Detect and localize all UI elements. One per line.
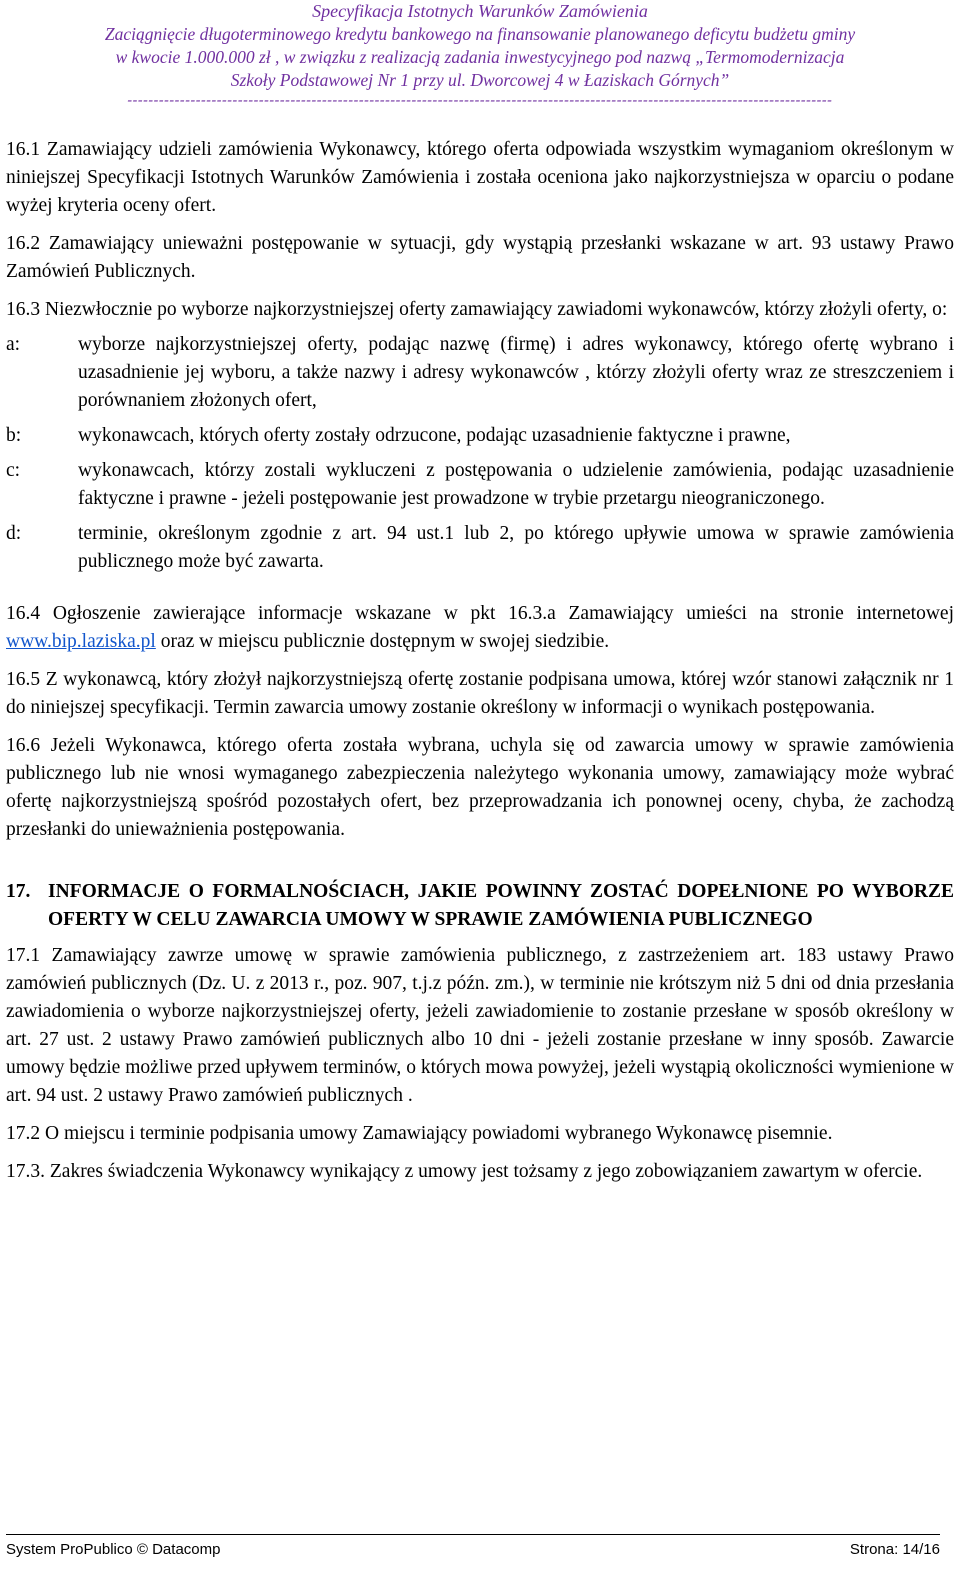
paragraph-16-2: 16.2 Zamawiający unieważni postępowanie w sytuacji, gdy wystąpią przesłanki wskazane w art. 93 ustawy Prawo Zamówień Publicznych.	[6, 233, 954, 282]
section-17-number: 17.	[6, 881, 31, 902]
header-subtitle-line-2: w kwocie 1.000.000 zł , w związku z realizacją zadania inwestycyjnego pod nazwą „Termomodernizacja	[115, 47, 845, 67]
paragraph-16-6: 16.6 Jeżeli Wykonawca, którego oferta została wybrana, uchyla się od zawarcia umowy w sprawie zamówienia publicznego lub nie wnosi wymaganego zabezpieczenia należytego wykonania umowy, zamawiający może wybrać ofertę najkorzystniejszą spośród pozostałych ofert, bez przeprowadzania ich ponownej oceny, chyba, że zachodzą przesłanki do unieważnienia postępowania.	[6, 735, 954, 840]
page-header	[6, 0, 954, 110]
paragraph-17-3: 17.3. Zakres świadczenia Wykonawcy wynikający z umowy jest tożsamy z jego zobowiązaniem zawartym w ofercie.	[6, 1161, 923, 1182]
page-footer	[6, 1534, 940, 1558]
section-17-heading	[6, 878, 954, 934]
list-item	[6, 457, 954, 513]
list-item-label: c:	[6, 460, 21, 481]
header-subtitle-line-3: Szkoły Podstawowej Nr 1 przy ul. Dworcowej 4 w Łaziskach Górnych”	[230, 70, 730, 90]
bip-website-link[interactable]: www.bip.laziska.pl	[6, 631, 156, 652]
list-item-label: d:	[6, 523, 22, 544]
list-item	[6, 331, 954, 415]
footer-system-name: System ProPublico © Datacomp	[6, 1541, 221, 1558]
paragraph-16-1: 16.1 Zamawiający udzieli zamówienia Wykonawcy, którego oferta odpowiada wszystkim wymaganiom określonym w niniejszej Specyfikacji Istotnych Warunków Zamówienia i została oceniona jako najkorzystniejsza w oparciu o podane wyżej kryteria oceny ofert.	[6, 139, 954, 216]
header-subtitle-line-1: Zaciągnięcie długoterminowego kredytu bankowego na finansowanie planowanego deficytu budżetu gminy	[104, 24, 856, 44]
header-separator: --------------------------------------------------------------------------------------------------------------------------------------	[127, 93, 833, 108]
paragraph-17-2: 17.2 O miejscu i terminie podpisania umowy Zamawiający powiadomi wybranego Wykonawcę pisemnie.	[6, 1123, 833, 1144]
list-item-text: wykonawcach, których oferty zostały odrzucone, podając uzasadnienie faktyczne i prawne,	[78, 425, 791, 446]
list-item-label: b:	[6, 425, 22, 446]
list-item-text: wyborze najkorzystniejszej oferty, podając nazwę (firmę) i adres wykonawcy, którego ofertę wybrano i uzasadnienie jej wyboru, a także nazwy i adresy wykonawców , którzy złożyli oferty wraz ze streszczeniem i porównaniem złożonych ofert,	[78, 334, 954, 411]
paragraph-16-4: 16.4 Ogłoszenie zawierające informacje wskazane w pkt 16.3.a Zamawiający umieści na stronie internetowej www.bip.laziska.pl oraz w miejscu publicznie dostępnym w swojej siedzibie.	[6, 603, 954, 652]
document-body	[6, 136, 954, 1186]
paragraph-17-1: 17.1 Zamawiający zawrze umowę w sprawie zamówienia publicznego, z zastrzeżeniem art. 183 ustawy Prawo zamówień publicznych (Dz. U. z 2013 r., poz. 907, t.j.z późn. zm.), w terminie nie krótszym niż 5 dni od dnia przesłania zawiadomienia o wyborze najkorzystniejszej oferty, jeżeli zawiadomienie to zostanie przesłane w sposób określony w art. 27 ust. 2 ustawy Prawo zamówień publicznych albo 10 dni - jeżeli zostanie przesłane w inny sposób. Zawarcie umowy będzie możliwe przed upływem terminów, o których mowa powyżej, jeżeli wystąpią okoliczności wymienione w art. 94 ust. 2 ustawy Prawo zamówień publicznych .	[6, 945, 954, 1106]
list-item-label: a:	[6, 334, 21, 355]
list-item-text: wykonawcach, którzy zostali wykluczeni z postępowania o udzielenie zamówienia, podając uzasadnienie faktyczne i prawne - jeżeli postępowanie jest prowadzone w trybie przetargu nieograniczonego.	[78, 460, 954, 509]
header-title: Specyfikacja Istotnych Warunków Zamówienia	[312, 1, 648, 21]
list-item-text: terminie, określonym zgodnie z art. 94 ust.1 lub 2, po którego upływie umowa w sprawie zamówienia publicznego może być zawarta.	[78, 523, 954, 572]
list-item	[6, 520, 954, 576]
section-17-title: INFORMACJE O FORMALNOŚCIACH, JAKIE POWINNY ZOSTAĆ DOPEŁNIONE PO WYBORZE OFERTY W CELU ZAWARCIA UMOWY W SPRAWIE ZAMÓWIENIA PUBLICZNEGO	[48, 881, 954, 930]
paragraph-16-5: 16.5 Z wykonawcą, który złożył najkorzystniejszą ofertę zostanie podpisana umowa, której wzór stanowi załącznik nr 1 do niniejszej specyfikacji. Termin zawarcia umowy zostanie określony w informacji o wynikach postępowania.	[6, 669, 954, 718]
footer-page-number: Strona: 14/16	[849, 1541, 940, 1558]
paragraph-16-3: 16.3 Niezwłocznie po wyborze najkorzystniejszej oferty zamawiający zawiadomi wykonawców, którzy złożyli oferty, o:	[6, 299, 948, 320]
list-item	[6, 422, 954, 450]
